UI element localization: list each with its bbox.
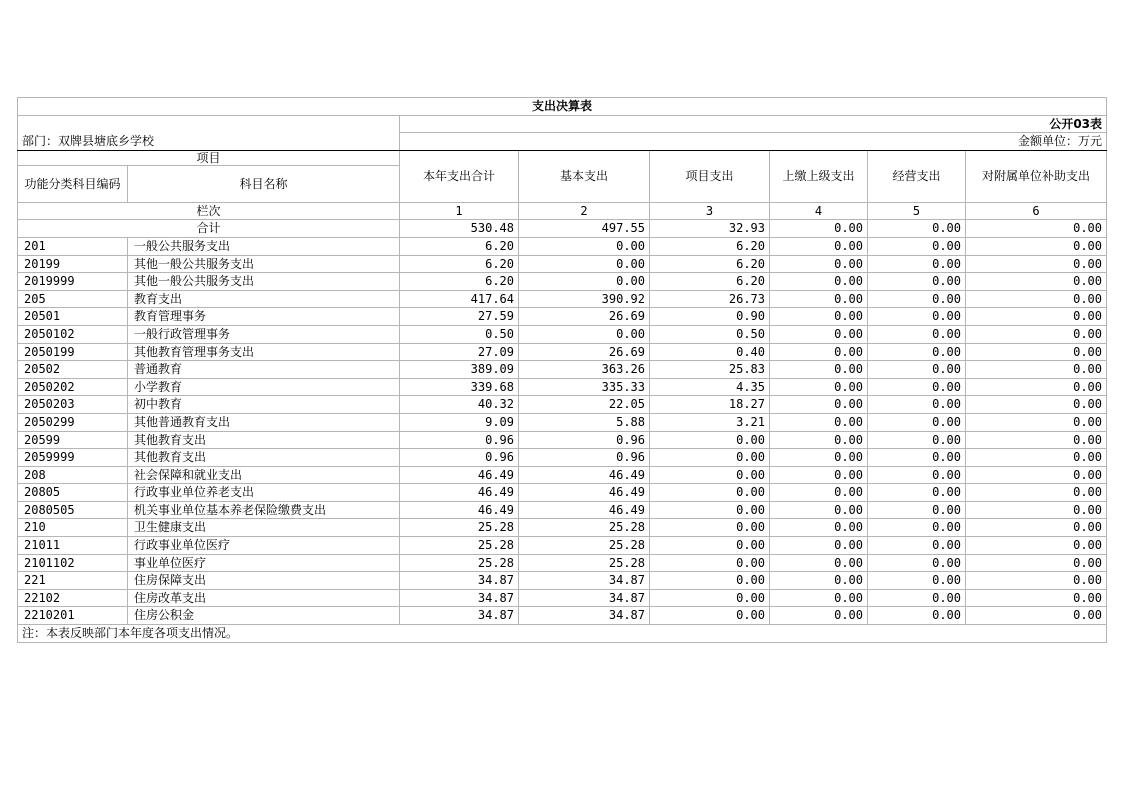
operating-expenditure-value: 0.00 [868, 554, 966, 572]
project-expenditure-value: 0.00 [650, 572, 770, 590]
subject-name: 普通教育 [128, 361, 400, 379]
subsidy-affiliates-value: 0.00 [966, 519, 1107, 537]
basic-expenditure-value: 26.69 [519, 308, 650, 326]
basic-expenditure-value: 0.96 [519, 431, 650, 449]
index-4: 4 [770, 202, 868, 220]
project-expenditure-value: 3.21 [650, 413, 770, 431]
subject-name: 其他普通教育支出 [128, 413, 400, 431]
remit-upper-value: 0.00 [770, 343, 868, 361]
total-expenditure-value: 6.20 [400, 273, 519, 291]
table-row [18, 255, 1107, 273]
subject-code: 2101102 [18, 554, 128, 572]
subject-code: 221 [18, 572, 128, 590]
remit-upper-value: 0.00 [770, 255, 868, 273]
basic-expenditure-value: 25.28 [519, 554, 650, 572]
subject-code: 201 [18, 237, 128, 255]
subject-code: 2050202 [18, 378, 128, 396]
remit-upper-value: 0.00 [770, 554, 868, 572]
remit-upper-value: 0.00 [770, 537, 868, 555]
basic-expenditure-value: 0.00 [519, 273, 650, 291]
basic-expenditure-value: 5.88 [519, 413, 650, 431]
basic-expenditure-value: 46.49 [519, 466, 650, 484]
project-expenditure-value: 0.00 [650, 607, 770, 625]
table-row [18, 554, 1107, 572]
project-expenditure-value: 26.73 [650, 290, 770, 308]
remit-upper-value: 0.00 [770, 273, 868, 291]
subsidy-affiliates-value: 0.00 [966, 554, 1107, 572]
table-row [18, 537, 1107, 555]
basic-expenditure-value: 22.05 [519, 396, 650, 414]
table-row [18, 607, 1107, 625]
subject-name: 行政事业单位医疗 [128, 537, 400, 555]
col-header-operating-expenditure: 经营支出 [868, 150, 966, 202]
total-v3: 32.93 [650, 220, 770, 238]
total-expenditure-value: 9.09 [400, 413, 519, 431]
remit-upper-value: 0.00 [770, 237, 868, 255]
basic-expenditure-value: 390.92 [519, 290, 650, 308]
remit-upper-value: 0.00 [770, 396, 868, 414]
unit-label: 金额单位：万元 [400, 133, 1107, 151]
subject-name: 卫生健康支出 [128, 519, 400, 537]
total-expenditure-value: 27.09 [400, 343, 519, 361]
subject-code: 205 [18, 290, 128, 308]
subject-code: 210 [18, 519, 128, 537]
basic-expenditure-value: 363.26 [519, 361, 650, 379]
operating-expenditure-value: 0.00 [868, 466, 966, 484]
operating-expenditure-value: 0.00 [868, 273, 966, 291]
subsidy-affiliates-value: 0.00 [966, 607, 1107, 625]
subject-code: 20501 [18, 308, 128, 326]
subsidy-affiliates-value: 0.00 [966, 237, 1107, 255]
project-expenditure-value: 0.00 [650, 466, 770, 484]
basic-expenditure-value: 34.87 [519, 607, 650, 625]
subject-name: 其他教育管理事务支出 [128, 343, 400, 361]
subject-name: 其他一般公共服务支出 [128, 273, 400, 291]
subsidy-affiliates-value: 0.00 [966, 484, 1107, 502]
remit-upper-value: 0.00 [770, 378, 868, 396]
total-expenditure-value: 0.96 [400, 431, 519, 449]
subject-name: 其他一般公共服务支出 [128, 255, 400, 273]
table-no-row [18, 115, 1107, 133]
table-row [18, 501, 1107, 519]
subsidy-affiliates-value: 0.00 [966, 325, 1107, 343]
index-2: 2 [519, 202, 650, 220]
subject-name: 社会保障和就业支出 [128, 466, 400, 484]
operating-expenditure-value: 0.00 [868, 607, 966, 625]
operating-expenditure-value: 0.00 [868, 449, 966, 467]
total-expenditure-value: 34.87 [400, 589, 519, 607]
table-row [18, 290, 1107, 308]
subject-name: 一般公共服务支出 [128, 237, 400, 255]
index-3: 3 [650, 202, 770, 220]
remit-upper-value: 0.00 [770, 431, 868, 449]
expenditure-report-sheet [17, 97, 1106, 643]
subject-code: 2080505 [18, 501, 128, 519]
project-expenditure-value: 0.40 [650, 343, 770, 361]
remit-upper-value: 0.00 [770, 589, 868, 607]
subject-code: 20805 [18, 484, 128, 502]
total-expenditure-value: 6.20 [400, 255, 519, 273]
remit-upper-value: 0.00 [770, 361, 868, 379]
remit-upper-value: 0.00 [770, 484, 868, 502]
table-row [18, 589, 1107, 607]
subsidy-affiliates-value: 0.00 [966, 343, 1107, 361]
project-expenditure-value: 6.20 [650, 237, 770, 255]
subsidy-affiliates-value: 0.00 [966, 572, 1107, 590]
note-row [18, 625, 1107, 643]
project-expenditure-value: 4.35 [650, 378, 770, 396]
remit-upper-value: 0.00 [770, 466, 868, 484]
project-expenditure-value: 0.00 [650, 501, 770, 519]
subject-code: 2050199 [18, 343, 128, 361]
subject-code: 2050203 [18, 396, 128, 414]
subject-name: 住房公积金 [128, 607, 400, 625]
remit-upper-value: 0.00 [770, 501, 868, 519]
total-expenditure-value: 27.59 [400, 308, 519, 326]
col-header-project-expenditure: 项目支出 [650, 150, 770, 202]
table-row [18, 308, 1107, 326]
total-expenditure-value: 40.32 [400, 396, 519, 414]
subject-code: 2050102 [18, 325, 128, 343]
total-expenditure-value: 46.49 [400, 466, 519, 484]
subsidy-affiliates-value: 0.00 [966, 501, 1107, 519]
basic-expenditure-value: 0.00 [519, 255, 650, 273]
total-v2: 497.55 [519, 220, 650, 238]
total-v5: 0.00 [868, 220, 966, 238]
table-row [18, 273, 1107, 291]
operating-expenditure-value: 0.00 [868, 501, 966, 519]
project-expenditure-value: 0.90 [650, 308, 770, 326]
remit-upper-value: 0.00 [770, 519, 868, 537]
project-expenditure-value: 0.00 [650, 484, 770, 502]
project-expenditure-value: 18.27 [650, 396, 770, 414]
total-row [18, 220, 1107, 238]
table-row [18, 484, 1107, 502]
subsidy-affiliates-value: 0.00 [966, 361, 1107, 379]
table-row [18, 378, 1107, 396]
subsidy-affiliates-value: 0.00 [966, 589, 1107, 607]
subject-code: 2059999 [18, 449, 128, 467]
total-expenditure-value: 417.64 [400, 290, 519, 308]
col-header-subsidy-affiliates: 对附属单位补助支出 [966, 150, 1107, 202]
footnote: 注：本表反映部门本年度各项支出情况。 [18, 625, 1107, 643]
basic-expenditure-value: 34.87 [519, 572, 650, 590]
total-expenditure-value: 6.20 [400, 237, 519, 255]
subject-code: 20599 [18, 431, 128, 449]
subsidy-affiliates-value: 0.00 [966, 466, 1107, 484]
subject-code: 21011 [18, 537, 128, 555]
table-row [18, 343, 1107, 361]
remit-upper-value: 0.00 [770, 308, 868, 326]
expenditure-table [17, 97, 1107, 643]
subject-name: 小学教育 [128, 378, 400, 396]
subsidy-affiliates-value: 0.00 [966, 449, 1107, 467]
index-6: 6 [966, 202, 1107, 220]
subsidy-affiliates-value: 0.00 [966, 431, 1107, 449]
operating-expenditure-value: 0.00 [868, 308, 966, 326]
project-header: 项目 [18, 150, 400, 165]
total-expenditure-value: 25.28 [400, 519, 519, 537]
table-row [18, 449, 1107, 467]
total-expenditure-value: 339.68 [400, 378, 519, 396]
basic-expenditure-value: 26.69 [519, 343, 650, 361]
table-row [18, 237, 1107, 255]
subject-code: 2210201 [18, 607, 128, 625]
basic-expenditure-value: 0.00 [519, 237, 650, 255]
project-expenditure-value: 0.50 [650, 325, 770, 343]
basic-expenditure-value: 46.49 [519, 484, 650, 502]
subject-code: 20502 [18, 361, 128, 379]
total-expenditure-value: 46.49 [400, 501, 519, 519]
department-label: 部门：双牌县塘底乡学校 [18, 133, 400, 151]
subject-name: 机关事业单位基本养老保险缴费支出 [128, 501, 400, 519]
subject-name: 初中教育 [128, 396, 400, 414]
operating-expenditure-value: 0.00 [868, 361, 966, 379]
table-row [18, 519, 1107, 537]
table-row [18, 325, 1107, 343]
subsidy-affiliates-value: 0.00 [966, 378, 1107, 396]
total-v4: 0.00 [770, 220, 868, 238]
table-row [18, 572, 1107, 590]
table-row [18, 413, 1107, 431]
dept-row [18, 133, 1107, 151]
operating-expenditure-value: 0.00 [868, 572, 966, 590]
index-label: 栏次 [18, 202, 400, 220]
operating-expenditure-value: 0.00 [868, 378, 966, 396]
total-label: 合计 [18, 220, 400, 238]
operating-expenditure-value: 0.00 [868, 519, 966, 537]
operating-expenditure-value: 0.00 [868, 343, 966, 361]
subject-code: 20199 [18, 255, 128, 273]
operating-expenditure-value: 0.00 [868, 325, 966, 343]
remit-upper-value: 0.00 [770, 449, 868, 467]
subject-name: 住房保障支出 [128, 572, 400, 590]
project-expenditure-value: 0.00 [650, 449, 770, 467]
subject-code: 22102 [18, 589, 128, 607]
subject-code: 208 [18, 466, 128, 484]
basic-expenditure-value: 25.28 [519, 537, 650, 555]
operating-expenditure-value: 0.00 [868, 484, 966, 502]
operating-expenditure-value: 0.00 [868, 431, 966, 449]
subsidy-affiliates-value: 0.00 [966, 396, 1107, 414]
header-row-project [18, 150, 1107, 165]
subsidy-affiliates-value: 0.00 [966, 308, 1107, 326]
subject-name: 其他教育支出 [128, 431, 400, 449]
subject-name: 住房改革支出 [128, 589, 400, 607]
operating-expenditure-value: 0.00 [868, 537, 966, 555]
subject-name: 其他教育支出 [128, 449, 400, 467]
project-expenditure-value: 0.00 [650, 431, 770, 449]
project-expenditure-value: 0.00 [650, 519, 770, 537]
subject-name: 教育管理事务 [128, 308, 400, 326]
total-expenditure-value: 25.28 [400, 537, 519, 555]
subsidy-affiliates-value: 0.00 [966, 413, 1107, 431]
basic-expenditure-value: 25.28 [519, 519, 650, 537]
subject-code: 2050299 [18, 413, 128, 431]
basic-expenditure-value: 335.33 [519, 378, 650, 396]
total-expenditure-value: 389.09 [400, 361, 519, 379]
remit-upper-value: 0.00 [770, 572, 868, 590]
table-number: 公开03表 [400, 115, 1107, 133]
project-expenditure-value: 6.20 [650, 273, 770, 291]
table-row [18, 431, 1107, 449]
subsidy-affiliates-value: 0.00 [966, 290, 1107, 308]
total-expenditure-value: 46.49 [400, 484, 519, 502]
operating-expenditure-value: 0.00 [868, 290, 966, 308]
index-5: 5 [868, 202, 966, 220]
subject-name: 事业单位医疗 [128, 554, 400, 572]
table-row [18, 466, 1107, 484]
subject-name: 一般行政管理事务 [128, 325, 400, 343]
subject-name: 行政事业单位养老支出 [128, 484, 400, 502]
table-row [18, 361, 1107, 379]
col-header-remit-upper: 上缴上级支出 [770, 150, 868, 202]
remit-upper-value: 0.00 [770, 413, 868, 431]
col-header-name: 科目名称 [128, 165, 400, 202]
remit-upper-value: 0.00 [770, 607, 868, 625]
basic-expenditure-value: 34.87 [519, 589, 650, 607]
basic-expenditure-value: 46.49 [519, 501, 650, 519]
subsidy-affiliates-value: 0.00 [966, 255, 1107, 273]
operating-expenditure-value: 0.00 [868, 255, 966, 273]
operating-expenditure-value: 0.00 [868, 396, 966, 414]
total-v1: 530.48 [400, 220, 519, 238]
basic-expenditure-value: 0.00 [519, 325, 650, 343]
total-expenditure-value: 0.96 [400, 449, 519, 467]
remit-upper-value: 0.00 [770, 325, 868, 343]
col-header-total-expenditure: 本年支出合计 [400, 150, 519, 202]
table-row [18, 396, 1107, 414]
total-expenditure-value: 0.50 [400, 325, 519, 343]
title-row [18, 98, 1107, 116]
total-expenditure-value: 34.87 [400, 607, 519, 625]
operating-expenditure-value: 0.00 [868, 589, 966, 607]
total-expenditure-value: 34.87 [400, 572, 519, 590]
remit-upper-value: 0.00 [770, 290, 868, 308]
project-expenditure-value: 0.00 [650, 554, 770, 572]
total-v6: 0.00 [966, 220, 1107, 238]
subsidy-affiliates-value: 0.00 [966, 273, 1107, 291]
total-expenditure-value: 25.28 [400, 554, 519, 572]
subject-code: 2019999 [18, 273, 128, 291]
operating-expenditure-value: 0.00 [868, 237, 966, 255]
report-title: 支出决算表 [18, 98, 1107, 116]
project-expenditure-value: 25.83 [650, 361, 770, 379]
project-expenditure-value: 0.00 [650, 537, 770, 555]
basic-expenditure-value: 0.96 [519, 449, 650, 467]
operating-expenditure-value: 0.00 [868, 413, 966, 431]
index-1: 1 [400, 202, 519, 220]
index-row [18, 202, 1107, 220]
subsidy-affiliates-value: 0.00 [966, 537, 1107, 555]
col-header-basic-expenditure: 基本支出 [519, 150, 650, 202]
project-expenditure-value: 0.00 [650, 589, 770, 607]
col-header-code: 功能分类科目编码 [18, 165, 128, 202]
project-expenditure-value: 6.20 [650, 255, 770, 273]
subject-name: 教育支出 [128, 290, 400, 308]
